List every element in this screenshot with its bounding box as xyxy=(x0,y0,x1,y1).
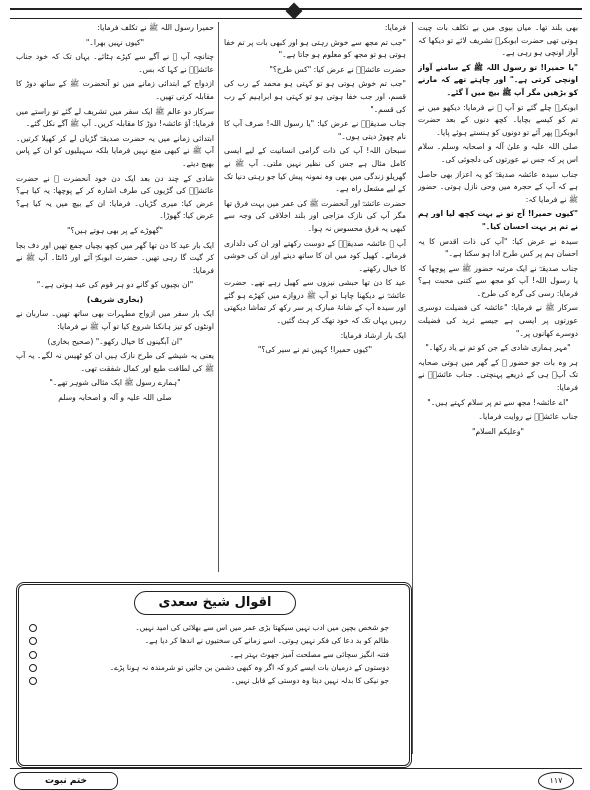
paragraph: حضرت عائشہؓ نے عرض کیا: "کس طرح؟" xyxy=(269,64,406,74)
saying-text: جو شخص بچپن میں ادب نہیں سیکھتا بڑی عمر میں اس سے بھلائی کی امید نہیں۔ xyxy=(135,623,389,632)
paragraph: "ہمارے رسول ﷺ ایک مثالی شوہر تھے۔" xyxy=(49,378,181,388)
circle-bullet-icon xyxy=(29,624,37,632)
magazine-page xyxy=(10,8,582,784)
circle-bullet-icon xyxy=(29,677,37,685)
paragraph: فرمایا: xyxy=(384,23,406,32)
page-number: ۱۱۷ xyxy=(538,772,574,790)
paragraph: ازدواج کے ابتدائی زمانے میں تو آنحضرت ﷺ کے ساتھ دوڑ کا مقابلہ کرتی تھیں۔ xyxy=(16,79,214,101)
paragraph: شادی کے چند دن بعد ایک دن خود آنحضرت ﷺ نے حضرت عائشہؓ کی گڑیوں کی طرف اشارہ کر کے پوچھا: یہ کیا ہے؟ عرض کیا: میری گڑیاں۔ فرمایا: ان کے بیچ میں یہ کیا ہے؟ عرض کیا: گھوڑا۔ xyxy=(16,173,214,221)
sayings-list xyxy=(47,621,391,687)
paragraph: "مہر ہماری شادی کے جن کو تم نے یاد رکھا۔" xyxy=(425,343,571,353)
paragraph: "کیوں حمیرا! کہیں تم نے سیر کی؟" xyxy=(257,345,373,355)
paragraph: "یا حمیرا! تو رسول اللہ ﷺ کے سامنے آواز اونچی کرتی ہے۔" اور چاہتے تھے کہ مارنے کو بڑھیں مگر آپ ﷺ بیچ میں آ گئے۔ xyxy=(418,62,578,97)
paragraph: "اے عائشہ! مجھ سے تم پر سلام کہتے ہیں۔" xyxy=(427,397,569,407)
paragraph: "ان آبگینوں کا خیال رکھو۔" (صحیح بخاری) xyxy=(47,336,183,346)
saying-text: فتنہ انگیز سچائی سے مصلحت آمیز جھوٹ بہتر ہے۔ xyxy=(229,649,389,659)
circle-bullet-icon xyxy=(29,664,37,672)
text-column-left xyxy=(16,22,214,572)
paragraph: سرکار ﷺ نے فرمایا: "عائشہ کی فضیلت دوسری عورتوں پر ایسی ہے جیسے ثرید کی فضیلت دوسرے کھانوں پر۔" xyxy=(418,303,578,338)
saying-item xyxy=(47,674,391,687)
paragraph: صلی اللہ علیہ و آلہ و اصحابہ وسلم xyxy=(58,393,172,403)
column-divider xyxy=(218,22,219,572)
paragraph: سرکار دو عالم ﷺ ایک سفر میں تشریف لے گئے تو راستے میں فرمایا: آؤ عائشہ! دوڑ کا مقابلہ کریں۔ آپ ﷺ آگے نکل گئے۔ xyxy=(16,106,214,129)
paragraph: ابوبکرؓ چلے گئے تو آپ ﷺ نے فرمایا: دیکھو میں نے تم کو کیسے بچایا۔ کچھ دنوں کے بعد حضرت ابوبکرؓ پھر آئے تو دونوں کو ہنستے ہوئے پایا۔ xyxy=(418,102,578,137)
paragraph: ایک بار ارشاد فرمایا: xyxy=(340,330,406,340)
saying-item xyxy=(47,661,391,674)
footer-rule xyxy=(10,768,582,769)
paragraph: ہر وہ بات جو حضور ﷺ کے گھر میں ہوتی صحابہ تک آپؓ ہی کے ذریعے پہنچتی۔ جناب عائشہؓ نے فرمایا: xyxy=(418,357,578,393)
paragraph: حضرت عائشہؓ اور آنحضرت ﷺ کی عمر میں بہت فرق تھا مگر آپ کی نازک مزاجی اور بلند اخلاقی کی وجہ سے کبھی یہ فرق محسوس نہ ہوا۔ xyxy=(224,198,406,233)
paragraph: "جب تم مجھ سے خوش رہتی ہو اور کبھی بات پر تم خفا ہوتی ہو تو مجھ کو معلوم ہو جاتا ہے۔" xyxy=(224,37,406,60)
text-column-right xyxy=(418,22,578,750)
paragraph: بھی بلند تھا۔ میاں بیوی میں بے تکلف بات چیت ہوتی تھی حضرت ابوبکرؓ تشریف لائے تو دیکھا کہ آواز اونچی ہو رہی ہے۔ xyxy=(418,23,578,58)
paragraph: "کیوں نہیں بھرا۔" xyxy=(85,37,145,47)
paragraph: (بخاری شریف) xyxy=(86,294,144,304)
saying-text: دوستوں کے درمیان بات ایسے کرو کہ اگر وہ کبھی دشمن بن جائیں تو شرمندہ نہ ہونا پڑے۔ xyxy=(109,662,389,672)
top-rule xyxy=(10,8,582,19)
paragraph: جناب صدیقہؓ نے عرض کیا: "یا رسول اللہ! صرف آپ کا نام چھوڑ دیتی ہوں۔" xyxy=(224,119,406,141)
paragraph: ابتدائی زمانے میں یہ حضرت صدیقہؓ گڑیاں لے کر کھیلا کرتیں۔ آپ ﷺ نے کبھی منع نہیں فرمایا بلکہ سہیلیوں کو ان کے پاس بھیج دیتے۔ xyxy=(16,133,214,168)
paragraph: سبحان اللہ! آپ کی ذات گرامی انسانیت کے لیے ایسی کامل مثال ہے جس کی نظیر نہیں ملتی۔ آپ ﷺ نے گھریلو زندگی میں بھی وہ نمونہ پیش کیا جو رہتی دنیا تک کے لیے مشعل راہ ہے۔ xyxy=(224,146,406,194)
paragraph: ایک بار سفر میں ازواج مطہرات بھی ساتھ تھیں۔ ساربان نے اونٹوں کو تیز ہانکنا شروع کیا تو آپ ﷺ نے فرمایا: xyxy=(16,309,214,332)
text-column-middle xyxy=(224,22,406,572)
paragraph: عید کا دن تھا حبشی نیزوں سے کھیل رہے تھے۔ حضرت عائشہؓ نے دیکھنا چاہا تو آپ ﷺ دروازے میں کھڑے ہو گئے اور سیدہ آپ کے شانۂ مبارک پر سر رکھ کر تماشا دیکھتی رہیں یہاں تک کہ خود تھک کر ہٹ گئیں۔ xyxy=(224,278,406,326)
sayings-title: اقوال شیخ سعدی xyxy=(134,591,296,615)
paragraph: یعنی یہ شیشے کی طرح نازک ہیں ان کو ٹھیس نہ لگے۔ یہ آپ ﷺ کی لطافت طبع اور کمال شفقت تھی۔ xyxy=(16,351,214,373)
paragraph: "ان بچیوں کو گانے دو ہر قوم کی عید ہوتی ہے۔" xyxy=(36,280,194,290)
paragraph: چنانچہ آپ ﷺ نے آگے سے کپڑے ہٹائے۔ یہاں تک کہ خود جناب عائشہؓ نے کہا کہ بس۔ xyxy=(16,52,214,74)
paragraph: سیدہ نے عرض کیا: "آپ کی ذات اقدس کا یہ احسان ہم پر کس طرح ادا ہو سکتا ہے۔" xyxy=(418,236,578,259)
paragraph: "جب تم خوش ہوتی ہو تو کہتی ہو محمد کے رب کی قسم، اور جب خفا ہوتی ہو تو کہتی ہو ابراہیم کے رب کی قسم۔" xyxy=(224,79,406,114)
paragraph: "گھوڑے کے پر بھی ہوتے ہیں؟" xyxy=(66,225,163,235)
sayings-box xyxy=(16,582,412,768)
magazine-badge: ختم نبوت xyxy=(14,772,118,790)
saying-item xyxy=(47,648,391,661)
paragraph: جناب عائشہؓ نے روایت فرمایا۔ xyxy=(478,412,578,422)
paragraph: حمیرا رسول اللہ ﷺ نے تکلف فرمایا: xyxy=(97,23,214,32)
paragraph: ایک بار عید کا دن تھا گھر میں کچھ بچیاں جمع تھیں اور دف بجا کر گیت گا رہی تھیں۔ حضرت ابوبکرؓ آئے اور ڈانٹا۔ آپ ﷺ نے فرمایا: xyxy=(16,240,214,275)
paragraph: صلی اللہ علیہ و علیٰ آلہ و اصحابہ وسلم۔ سلام اس پر کہ جس نے عورتوں کی دلجوئی کی۔ xyxy=(418,142,578,164)
paragraph: جناب صدیقہؓ نے ایک مرتبہ حضور ﷺ سے پوچھا کہ یا رسول اللہ! آپ کو مجھ سے کتنی محبت ہے؟ فرمایا: رسی کی گرہ کی طرح۔ xyxy=(418,263,578,298)
saying-item xyxy=(47,621,391,634)
paragraph: "وعلیکم السلام" xyxy=(471,426,525,436)
saying-text: ظالم کو بد دعا کی فکر نہیں ہوتی۔ اسے زمانے کی سختیوں نے اندھا کر دیا ہے۔ xyxy=(144,636,389,646)
circle-bullet-icon xyxy=(29,651,37,659)
paragraph: "کیوں حمیرا! آج تو نے بہت کچھ لیا اور ہم نے تم پر بہت احسان کیا۔" xyxy=(418,209,578,231)
paragraph: جناب سیدہ عائشہ صدیقہؓ کو یہ اعزاز بھی حاصل ہے کہ آپ کے حجرہ میں وحی نازل ہوتی۔ حضور ﷺ نے فرمایا کہ: xyxy=(418,169,578,204)
saying-text: جو نیکی کا بدلہ نہیں دیتا وہ دوستی کے قابل نہیں۔ xyxy=(231,676,389,686)
paragraph: آپ ﷺ عائشہ صدیقہؓ کے دوست رکھتے اور ان کی دلداری فرماتے۔ کھیل کود میں ان کا ساتھ دیتے اور ان کی خوشی کا خیال رکھتے۔ xyxy=(224,238,406,273)
saying-item xyxy=(47,634,391,647)
rule-ornament xyxy=(286,3,303,20)
column-divider xyxy=(412,22,413,754)
circle-bullet-icon xyxy=(29,637,37,645)
